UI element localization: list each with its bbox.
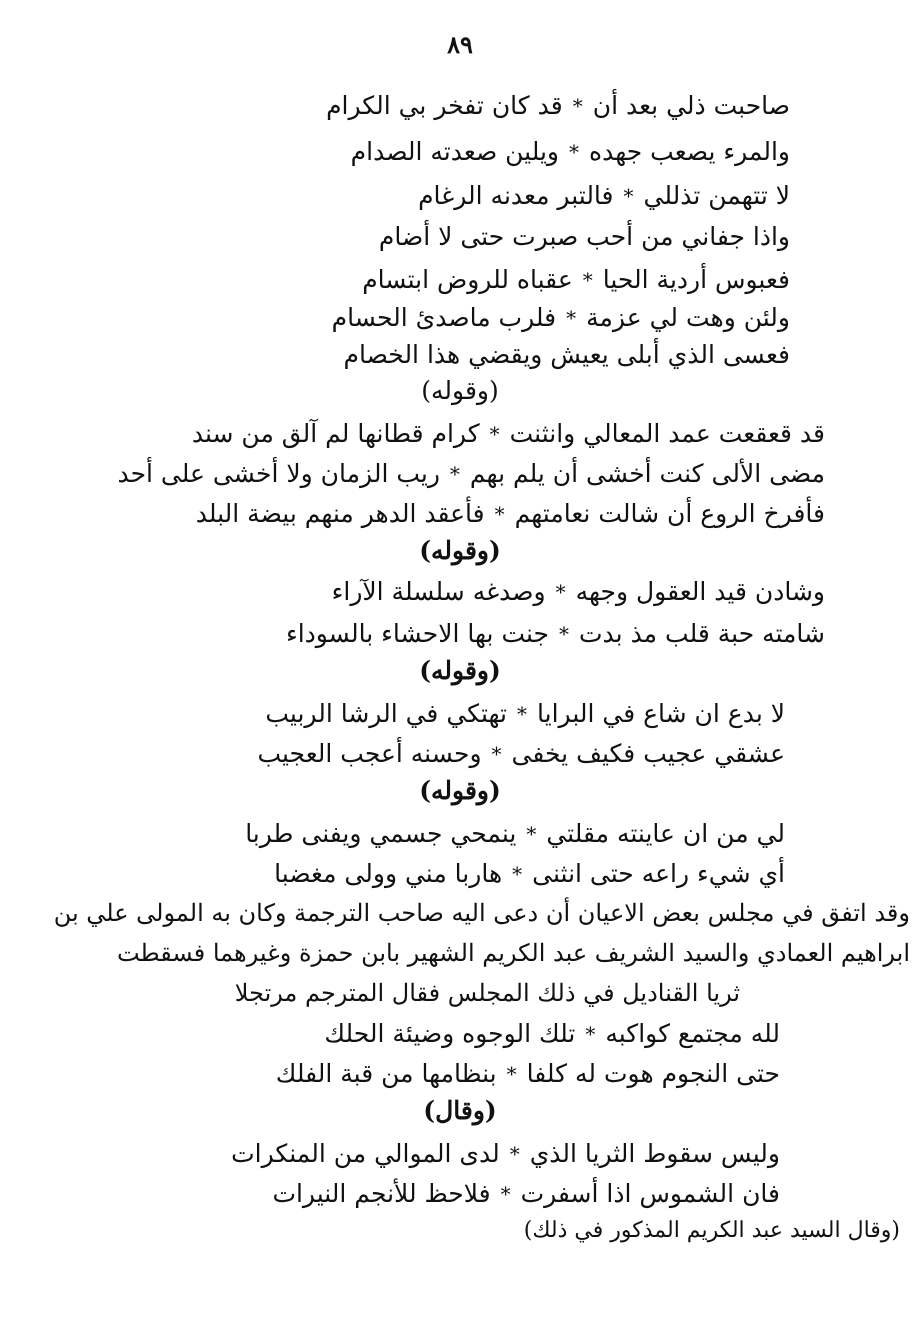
verse-hemistich-first: لا تتهمن تذللي (643, 181, 790, 210)
section-heading: (وقوله) (419, 656, 501, 685)
verse-line (274, 856, 785, 892)
verse-line (245, 816, 785, 852)
verse-separator: * (623, 184, 634, 208)
verse-hemistich-second: لدى الموالي من المنكرات (231, 1139, 500, 1168)
verse-hemistich-second: فلاحظ للأنجم النيرات (272, 1179, 491, 1208)
verse-hemistich-second: تهتكي في الرشا الربيب (265, 699, 507, 728)
verse-hemistich-first: لله مجتمع كواكبه (605, 1019, 780, 1048)
verse-line (275, 1056, 780, 1092)
prose-line: وقد اتفق في مجلس بعض الاعيان أن دعى اليه صاحب الترجمة وكان به المولى علي بن (53, 899, 910, 927)
verse-line (324, 1016, 780, 1052)
verse-separator: * (526, 822, 537, 846)
verse-separator: * (491, 742, 502, 766)
verse-line (191, 416, 825, 452)
verse-hemistich-first: قد قعقعت عمد المعالي وانثنت (509, 419, 825, 448)
verse-hemistich-second: ريب الزمان ولا أخشى على أحد (117, 459, 440, 488)
verse-hemistich-second: فأعقد الدهر منهم بيضة البلد (195, 499, 485, 528)
verse-hemistich-first: أي شيء راعه حتى انثنى (532, 859, 785, 888)
verse-hemistich-second: فالتبر معدنه الرغام (418, 181, 614, 210)
verse-hemistich-first: لا بدع ان شاع في البرايا (537, 699, 785, 728)
verse-hemistich-second: ينمحي جسمي ويفنى طربا (245, 819, 517, 848)
verse-separator: * (494, 502, 505, 526)
verse-separator: * (566, 306, 577, 330)
verse-hemistich-second: جنت بها الاحشاء بالسوداء (285, 619, 549, 648)
verse-separator: * (500, 1182, 511, 1206)
verse-separator: * (509, 1142, 520, 1166)
verse-separator: * (506, 1062, 517, 1086)
verse-separator: * (449, 462, 460, 486)
verse-line (331, 300, 790, 336)
verse-line (257, 736, 785, 772)
verse-hemistich-second: وحسنه أعجب العجيب (257, 739, 482, 768)
verse-hemistich-first: وشادن قيد العقول وجهه (575, 577, 825, 606)
verse-hemistich-second: بنظامها من قبة الفلك (275, 1059, 497, 1088)
verse-line (285, 616, 825, 652)
verse-separator: * (582, 268, 593, 292)
verse-separator: * (572, 94, 583, 118)
verse-separator: * (555, 580, 566, 604)
verse-hemistich-first: والمرء يصعب جهده (589, 137, 790, 166)
verse-hemistich-second: فلرب ماصدئ الحسام (331, 303, 557, 332)
verse-line (231, 1136, 780, 1172)
verse-hemistich-first: ولئن وهت لي عزمة (586, 303, 790, 332)
verse-hemistich-first: مضى الألى كنت أخشى أن يلم بهم (469, 459, 825, 488)
verse-line (117, 456, 825, 492)
verse-hemistich-second: عقباه للروض ابتسام (362, 265, 573, 294)
verse-line (195, 496, 825, 532)
prose-line: ابراهيم العمادي والسيد الشريف عبد الكريم الشهير بابن حمزة وغيرهما فسقطت (116, 939, 910, 967)
verse-line-full: فعسى الذي أبلى يعيش ويقضي هذا الخصام (343, 340, 790, 369)
verse-separator: * (517, 702, 527, 726)
verse-hemistich-first: لي من ان عاينته مقلتي (546, 819, 785, 848)
verse-separator: * (569, 140, 580, 164)
verse-hemistich-first: شامته حبة قلب مذ بدت (579, 619, 825, 648)
section-heading: (وقوله) (421, 376, 499, 405)
verse-hemistich-first: حتى النجوم هوت له كلفا (526, 1059, 780, 1088)
verse-hemistich-first: وليس سقوط الثريا الذي (529, 1139, 780, 1168)
verse-separator: * (585, 1022, 596, 1046)
verse-separator: * (489, 422, 500, 446)
verse-line (272, 1176, 780, 1212)
verse-hemistich-first: فأفرخ الروع أن شالت نعامتهم (514, 499, 825, 528)
verse-hemistich-second: وصدغه سلسلة الآراء (331, 577, 546, 606)
verse-hemistich-second: قد كان تفخر بي الكرام (326, 91, 563, 120)
verse-line (331, 574, 825, 610)
closing-heading: (وقال السيد عبد الكريم المذكور في ذلك) (523, 1218, 900, 1243)
verse-line (362, 262, 790, 298)
verse-separator: * (559, 622, 569, 646)
prose-line: ثريا القناديل في ذلك المجلس فقال المترجم مرتجلا (234, 979, 740, 1007)
page-number: ٨٩ (447, 30, 473, 59)
verse-line (350, 134, 790, 170)
section-heading: (وقوله) (419, 776, 501, 805)
verse-line-full: واذا جفاني من أحب صبرت حتى لا أضام (378, 222, 790, 251)
verse-line (326, 88, 790, 124)
verse-hemistich-second: هاربا مني وولى مغضبا (274, 859, 503, 888)
verse-hemistich-first: فان الشموس اذا أسفرت (520, 1179, 780, 1208)
verse-hemistich-second: تلك الوجوه وضيئة الحلك (324, 1019, 576, 1048)
verse-line (265, 696, 785, 732)
verse-separator: * (512, 862, 523, 886)
verse-hemistich-first: صاحبت ذلي بعد أن (592, 91, 790, 120)
verse-hemistich-first: عشقي عجيب فكيف يخفى (511, 739, 785, 768)
verse-hemistich-second: كرام قطانها لم آلق من سند (191, 419, 480, 448)
verse-hemistich-first: فعبوس أردية الحيا (602, 265, 790, 294)
verse-hemistich-second: ويلين صعدته الصدام (350, 137, 560, 166)
section-heading: (وقال) (423, 1096, 497, 1125)
section-heading: (وقوله) (419, 536, 501, 565)
verse-line (410, 178, 790, 214)
